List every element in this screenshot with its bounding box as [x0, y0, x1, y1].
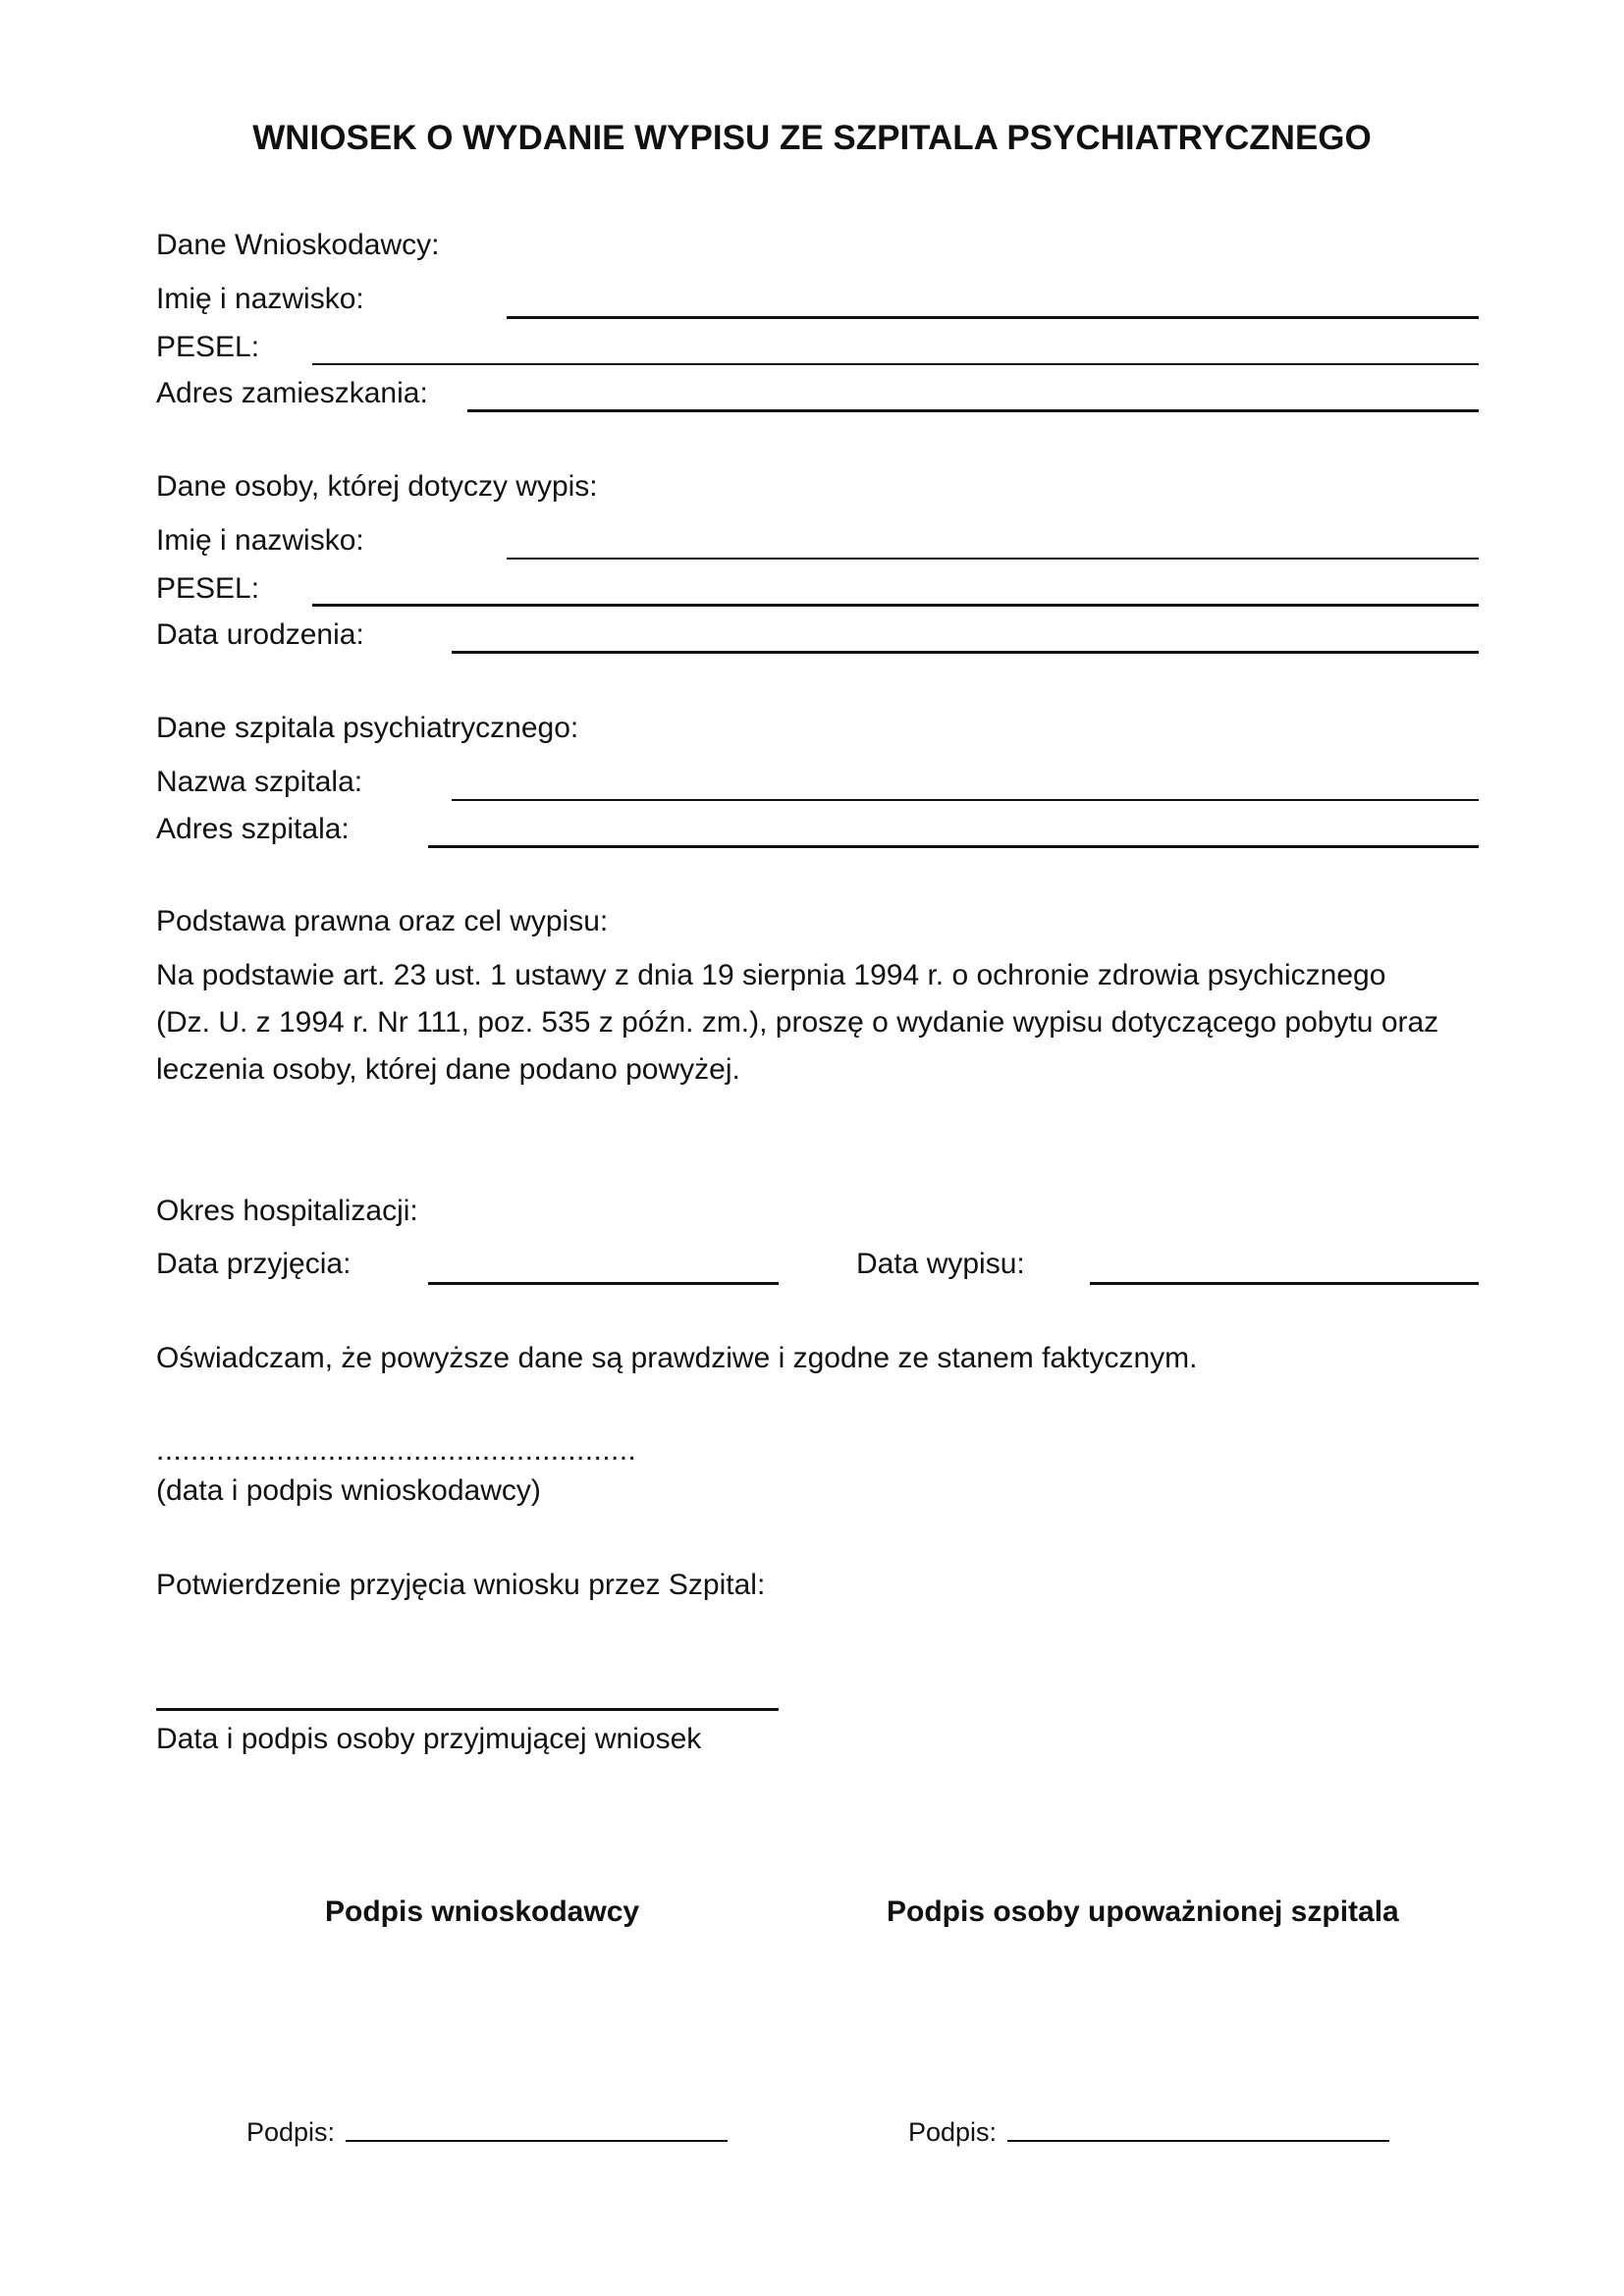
applicant-address-label: Adres zamieszkania: — [156, 377, 428, 409]
applicant-section-heading: Dane Wnioskodawcy: — [156, 229, 440, 261]
patient-name-label: Imię i nazwisko: — [156, 524, 364, 557]
left-signature-field[interactable] — [346, 2140, 728, 2142]
applicant-address-field[interactable] — [467, 409, 1479, 412]
discharge-date-field[interactable] — [1090, 1282, 1479, 1285]
patient-birthdate-label: Data urodzenia: — [156, 618, 364, 651]
confirmation-caption: Data i podpis osoby przyjmującej wniosek — [156, 1723, 702, 1755]
patient-pesel-field[interactable] — [312, 604, 1479, 607]
applicant-signature-heading: Podpis wnioskodawcy — [325, 1896, 640, 1928]
hospital-address-field[interactable] — [428, 845, 1479, 848]
patient-pesel-label: PESEL: — [156, 572, 260, 605]
legal-section-heading: Podstawa prawna oraz cel wypisu: — [156, 905, 609, 937]
hospital-section-heading: Dane szpitala psychiatrycznego: — [156, 712, 579, 744]
right-signature-field[interactable] — [1007, 2140, 1389, 2142]
patient-birthdate-field[interactable] — [452, 651, 1479, 654]
applicant-name-field[interactable] — [507, 316, 1479, 319]
hospital-name-label: Nazwa szpitala: — [156, 766, 363, 798]
applicant-pesel-field[interactable] — [312, 363, 1479, 365]
declaration-text: Oświadczam, że powyższe dane są prawdziwe i zgodne ze stanem faktycznym. — [156, 1342, 1198, 1374]
applicant-signature-dotted-line[interactable]: ........................................................ — [156, 1434, 637, 1467]
confirmation-heading: Potwierdzenie przyjęcia wniosku przez Szpital: — [156, 1569, 766, 1601]
hospital-address-label: Adres szpitala: — [156, 813, 350, 845]
legal-text-line-3: leczenia osoby, której dane podano powyżej. — [156, 1053, 740, 1086]
form-title: WNIOSEK O WYDANIE WYPISU ZE SZPITALA PSYCHIATRYCZNEGO — [252, 119, 1372, 157]
discharge-date-label: Data wypisu: — [856, 1248, 1025, 1280]
hospital-signature-heading: Podpis osoby upoważnionej szpitala — [887, 1896, 1399, 1928]
confirmation-signature-line[interactable] — [156, 1708, 779, 1711]
patient-section-heading: Dane osoby, której dotyczy wypis: — [156, 470, 598, 503]
legal-text-line-1: Na podstawie art. 23 ust. 1 ustawy z dnia 19 sierpnia 1994 r. o ochronie zdrowia psychicznego — [156, 959, 1386, 991]
admission-date-label: Data przyjęcia: — [156, 1248, 352, 1280]
applicant-name-label: Imię i nazwisko: — [156, 283, 364, 315]
period-section-heading: Okres hospitalizacji: — [156, 1195, 418, 1227]
legal-text-line-2: (Dz. U. z 1994 r. Nr 111, poz. 535 z późn. zm.), proszę o wydanie wypisu dotyczącego pobytu oraz — [156, 1006, 1439, 1039]
right-signature-label: Podpis: — [908, 2117, 998, 2147]
applicant-signature-caption: (data i podpis wnioskodawcy) — [156, 1474, 541, 1507]
admission-date-field[interactable] — [428, 1282, 779, 1285]
left-signature-label: Podpis: — [246, 2117, 336, 2147]
patient-name-field[interactable] — [507, 558, 1479, 560]
applicant-pesel-label: PESEL: — [156, 331, 260, 363]
hospital-name-field[interactable] — [452, 799, 1479, 801]
